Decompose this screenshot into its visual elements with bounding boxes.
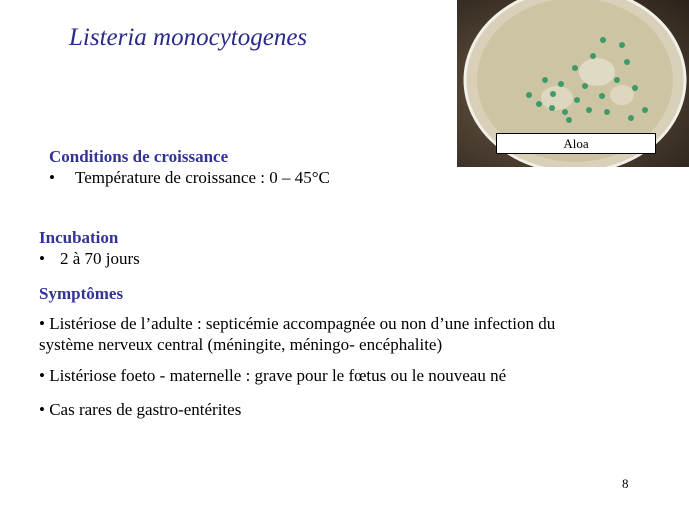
- symptom-item-gastro: • Cas rares de gastro-entérites: [39, 400, 242, 419]
- page-number: 8: [622, 476, 629, 491]
- symptoms-heading: Symptômes: [39, 284, 124, 303]
- symptom-item-maternal: • Listériose foeto - maternelle : grave pour le fœtus ou le nouveau né: [39, 366, 507, 385]
- incubation-bullet: •: [39, 249, 45, 268]
- incubation-heading: Incubation: [39, 228, 119, 247]
- slide-title: Listeria monocytogenes: [69, 24, 308, 51]
- growth-heading: Conditions de croissance: [49, 147, 229, 166]
- growth-bullet: •: [49, 168, 55, 187]
- image-caption: Aloa: [496, 133, 656, 154]
- growth-temperature: Température de croissance : 0 – 45°C: [75, 168, 330, 187]
- incubation-duration: 2 à 70 jours: [60, 249, 140, 268]
- symptom-item-adult: • Listériose de l’adulte : septicémie accompagnée ou non d’une infection du: [39, 314, 556, 333]
- symptom-item-adult-continued: système nerveux central (méningite, méningo- encéphalite): [39, 335, 443, 354]
